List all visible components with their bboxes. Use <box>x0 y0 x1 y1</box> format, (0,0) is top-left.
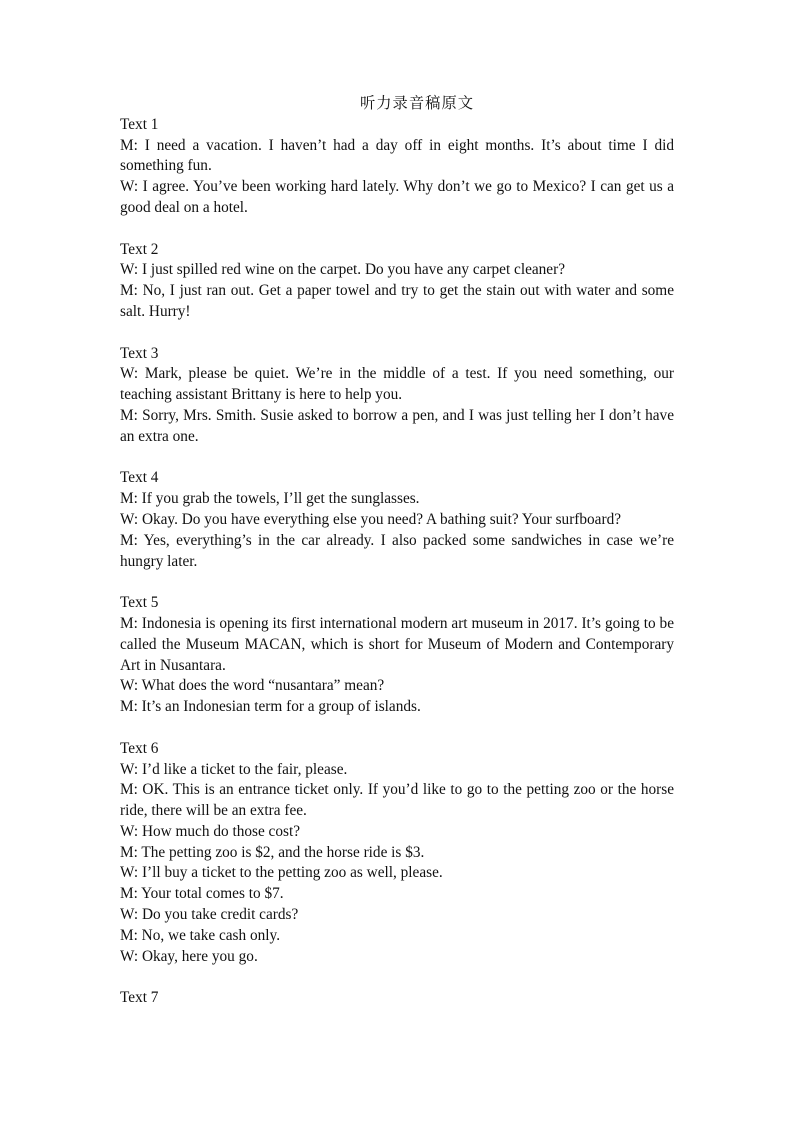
dialogue-line: W: Do you take credit cards? <box>120 906 299 924</box>
dialogue-line: M: Indonesia is opening its first international modern art museum in 2017. It’s going to be called the Museum MACAN, which is short for Museum of Modern and Contemporary Art in Nusantara. <box>120 614 674 674</box>
section-text-4 <box>120 468 674 572</box>
section-text-5 <box>120 593 674 718</box>
section-text-7 <box>120 988 674 1009</box>
dialogue-line: W: I’d like a ticket to the fair, please. <box>120 760 348 778</box>
section-heading: Text 4 <box>120 469 159 487</box>
dialogue-line: M: I need a vacation. I haven’t had a day off in eight months. It’s about time I did something fun. <box>120 136 674 175</box>
dialogue-line: M: If you grab the towels, I’ll get the sunglasses. <box>120 490 420 508</box>
section-heading: Text 7 <box>120 989 159 1007</box>
page-title: 听力录音稿原文 <box>359 95 475 112</box>
dialogue-line: W: Mark, please be quiet. We’re in the middle of a test. If you need something, our teaching assistant Brittany is here to help you. <box>120 365 674 404</box>
dialogue-line: W: What does the word “nusantara” mean? <box>120 677 385 695</box>
dialogue-line: M: OK. This is an entrance ticket only. If you’d like to go to the petting zoo or the horse ride, there will be an extra fee. <box>120 781 674 820</box>
dialogue-line: M: The petting zoo is $2, and the horse ride is $3. <box>120 843 425 861</box>
section-heading: Text 6 <box>120 739 159 757</box>
dialogue-line: W: I’ll buy a ticket to the petting zoo as well, please. <box>120 864 443 882</box>
dialogue-line: M: Sorry, Mrs. Smith. Susie asked to borrow a pen, and I was just telling her I don’t have an extra one. <box>120 406 674 445</box>
section-heading: Text 5 <box>120 594 159 612</box>
section-text-3 <box>120 344 674 448</box>
dialogue-line: M: Yes, everything’s in the car already. I also packed some sandwiches in case we’re hungry later. <box>120 531 674 570</box>
dialogue-line: W: I just spilled red wine on the carpet. Do you have any carpet cleaner? <box>120 261 565 279</box>
section-text-6 <box>120 739 674 968</box>
dialogue-line: M: No, we take cash only. <box>120 926 281 944</box>
dialogue-line: M: It’s an Indonesian term for a group of islands. <box>120 698 421 716</box>
dialogue-line: M: Your total comes to $7. <box>120 885 284 903</box>
section-heading: Text 3 <box>120 344 159 362</box>
section-text-1 <box>120 115 674 219</box>
dialogue-line: W: Okay. Do you have everything else you need? A bathing suit? Your surfboard? <box>120 510 622 528</box>
section-heading: Text 2 <box>120 240 159 258</box>
section-heading: Text 1 <box>120 115 159 133</box>
section-text-2 <box>120 240 674 323</box>
dialogue-line: M: No, I just ran out. Get a paper towel and try to get the stain out with water and some salt. Hurry! <box>120 282 674 320</box>
dialogue-line: W: How much do those cost? <box>120 822 300 840</box>
dialogue-line: W: Okay, here you go. <box>120 947 258 965</box>
transcript-page <box>120 94 674 1009</box>
dialogue-line: W: I agree. You’ve been working hard lately. Why don’t we go to Mexico? I can get us a good deal on a hotel. <box>120 178 674 216</box>
